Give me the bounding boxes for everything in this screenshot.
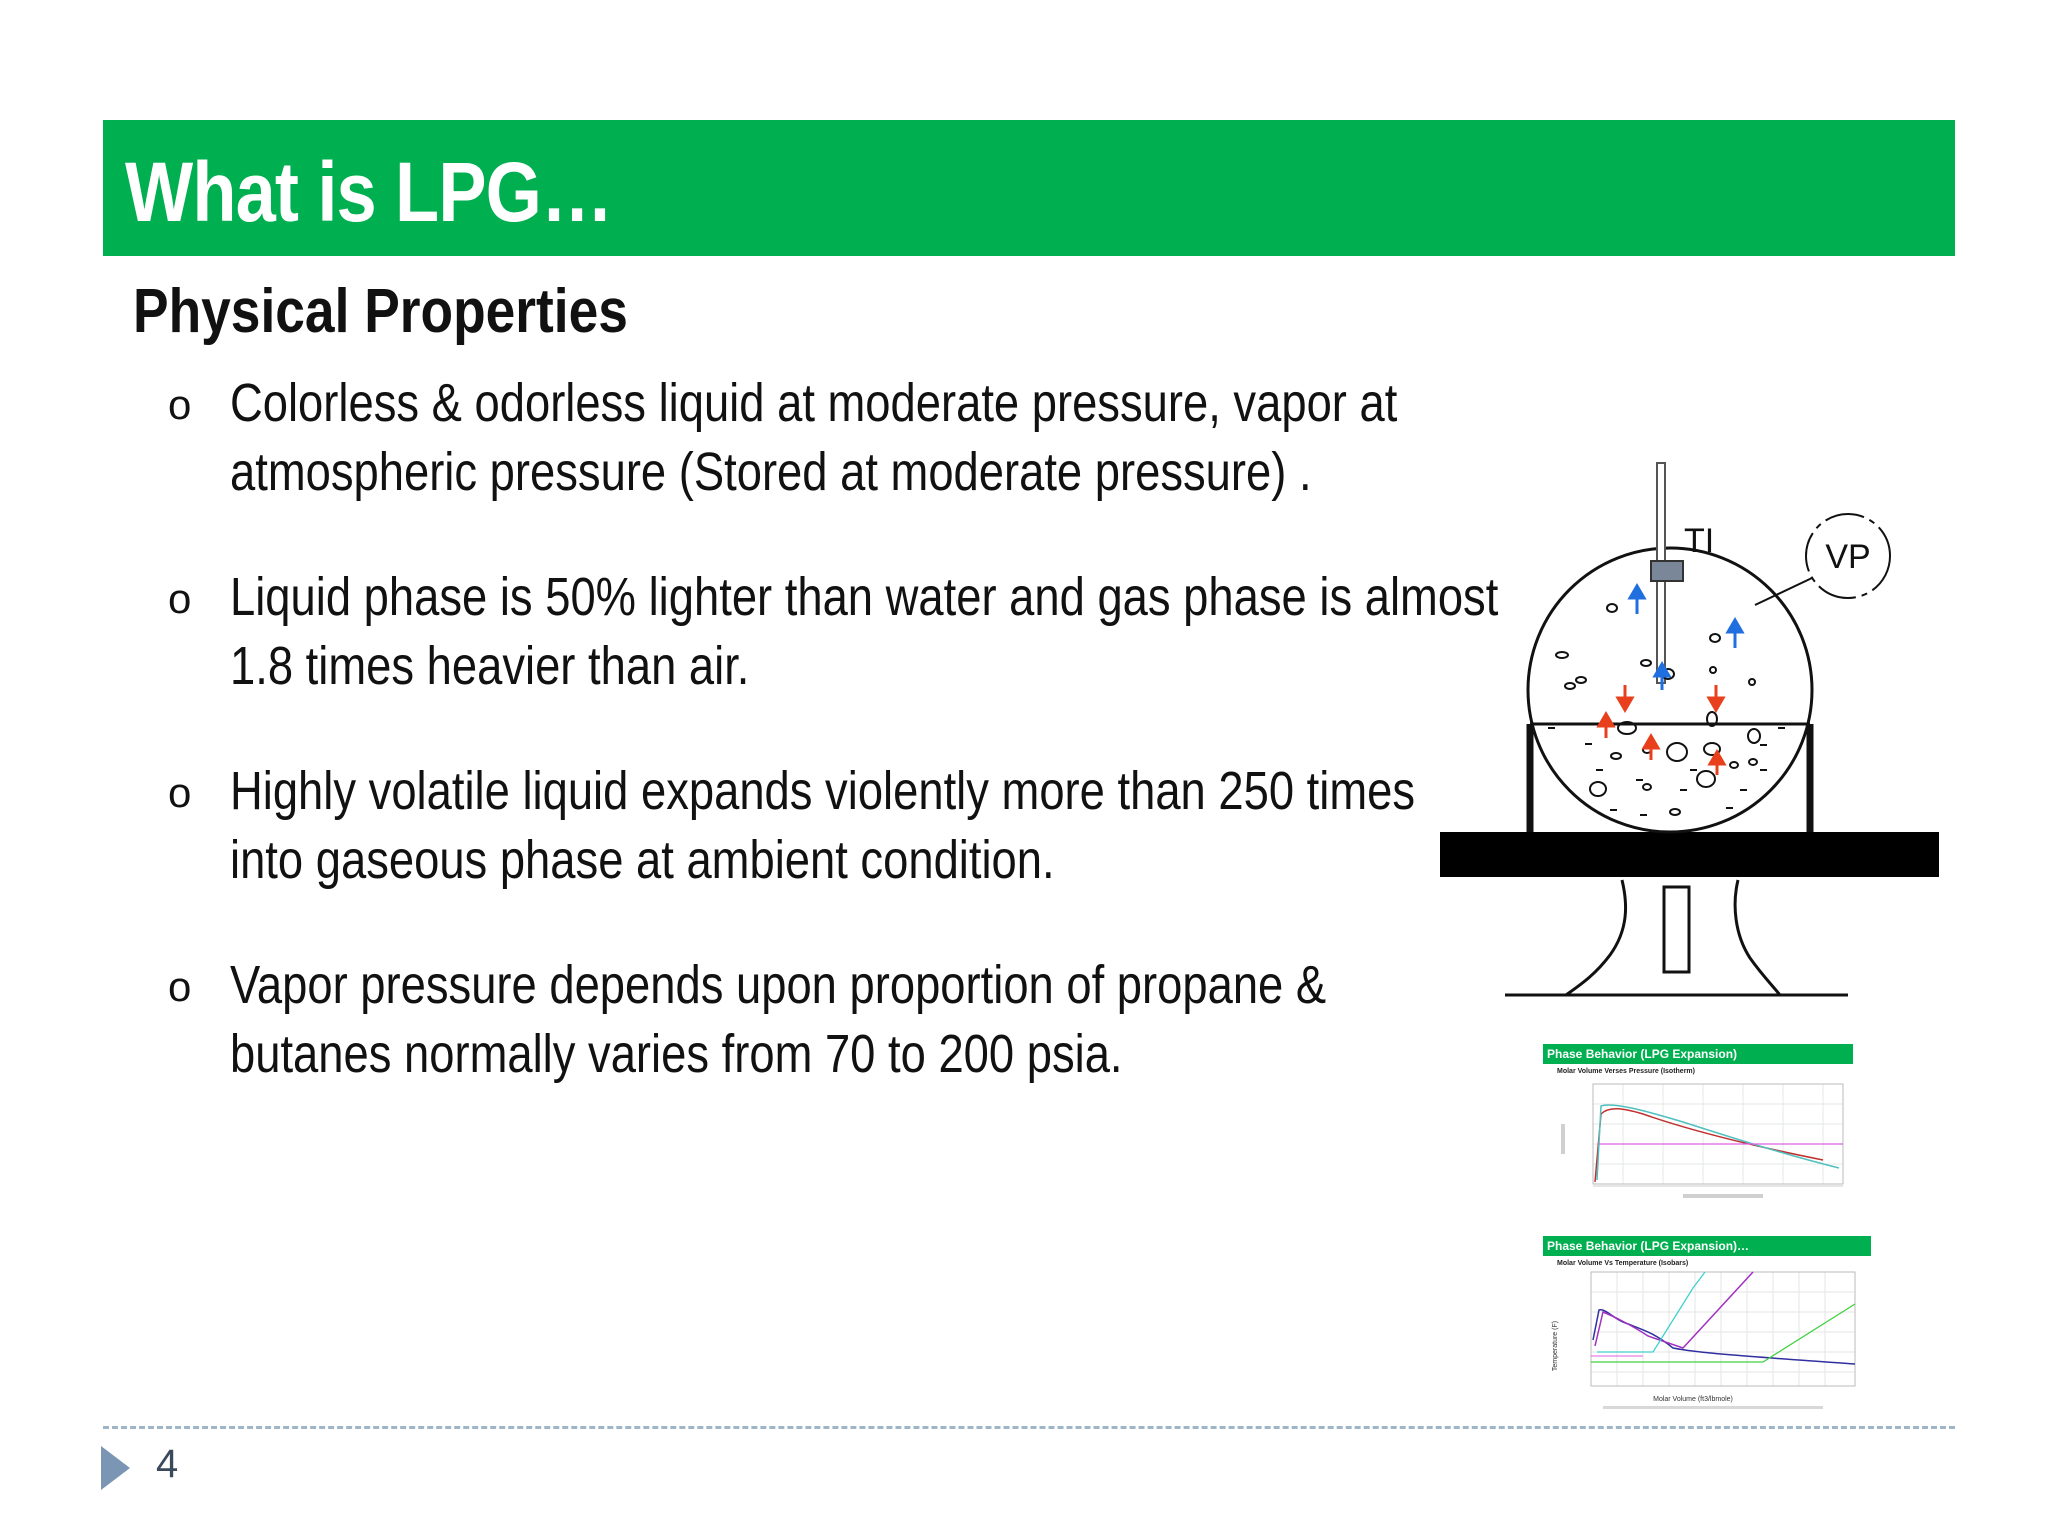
bullet-marker: o	[168, 575, 192, 622]
page-number: 4	[156, 1442, 179, 1486]
isotherm-mini-chart	[1543, 1044, 1853, 1210]
bullet-text-line: Highly volatile liquid expands violently more than 250 times	[230, 761, 1416, 821]
isobar-x-axis-label: Molar Volume (ft3/lbmole)	[1653, 1396, 1733, 1403]
bullet-text-line: Colorless & odorless liquid at moderate pressure, vapor at	[230, 373, 1398, 433]
thumbnail-isobar-chart	[1543, 1236, 1871, 1416]
bullet-marker: o	[168, 769, 192, 816]
bullet-text-line: Liquid phase is 50% lighter than water and gas phase is almost	[230, 567, 1499, 627]
thumbnail-isotherm-chart	[1543, 1044, 1853, 1210]
thumbnail-header: Phase Behavior (LPG Expansion)…	[1543, 1236, 1871, 1256]
isobar-y-axis-label: Temperature (F)	[1552, 1320, 1559, 1372]
sphere-vessel	[1528, 548, 1812, 832]
vp-label: VP	[1825, 538, 1871, 576]
ti-label: TI	[1684, 522, 1715, 560]
slide-title: What is LPG…	[125, 145, 613, 239]
bullet-marker: o	[168, 963, 192, 1010]
bullet-text-line: butanes normally varies from 70 to 200 psia.	[230, 1024, 1123, 1084]
evaporation-arrows	[1630, 586, 1742, 690]
thumbnail-subheader: Molar Volume Vs Temperature (Isobars)	[1557, 1260, 1689, 1267]
title-bar	[103, 120, 1955, 256]
bullet-text-line: Vapor pressure depends upon proportion of propane &	[230, 955, 1327, 1015]
lpg-vessel-diagram	[1420, 440, 1960, 1010]
section-heading: Physical Properties	[133, 277, 628, 346]
thumbnail-subheader: Molar Volume Verses Pressure (Isotherm)	[1557, 1068, 1695, 1075]
vapor-pressure-callout	[1755, 514, 1890, 605]
bullet-text-line: atmospheric pressure (Stored at moderate pressure) .	[230, 442, 1312, 502]
footer-triangle-icon	[101, 1446, 130, 1490]
temperature-indicator	[1651, 463, 1714, 683]
bullet-marker: o	[168, 381, 192, 428]
thumbnail-header: Phase Behavior (LPG Expansion)	[1543, 1044, 1853, 1064]
bullet-text-line: into gaseous phase at ambient condition.	[230, 830, 1055, 890]
footer-divider	[103, 1426, 1955, 1429]
vessel-frame	[1530, 724, 1810, 832]
vessel-base	[1505, 880, 1848, 995]
vessel-platform	[1440, 832, 1939, 877]
isobar-mini-chart	[1543, 1236, 1871, 1416]
bullet-text-line: 1.8 times heavier than air.	[230, 636, 750, 696]
